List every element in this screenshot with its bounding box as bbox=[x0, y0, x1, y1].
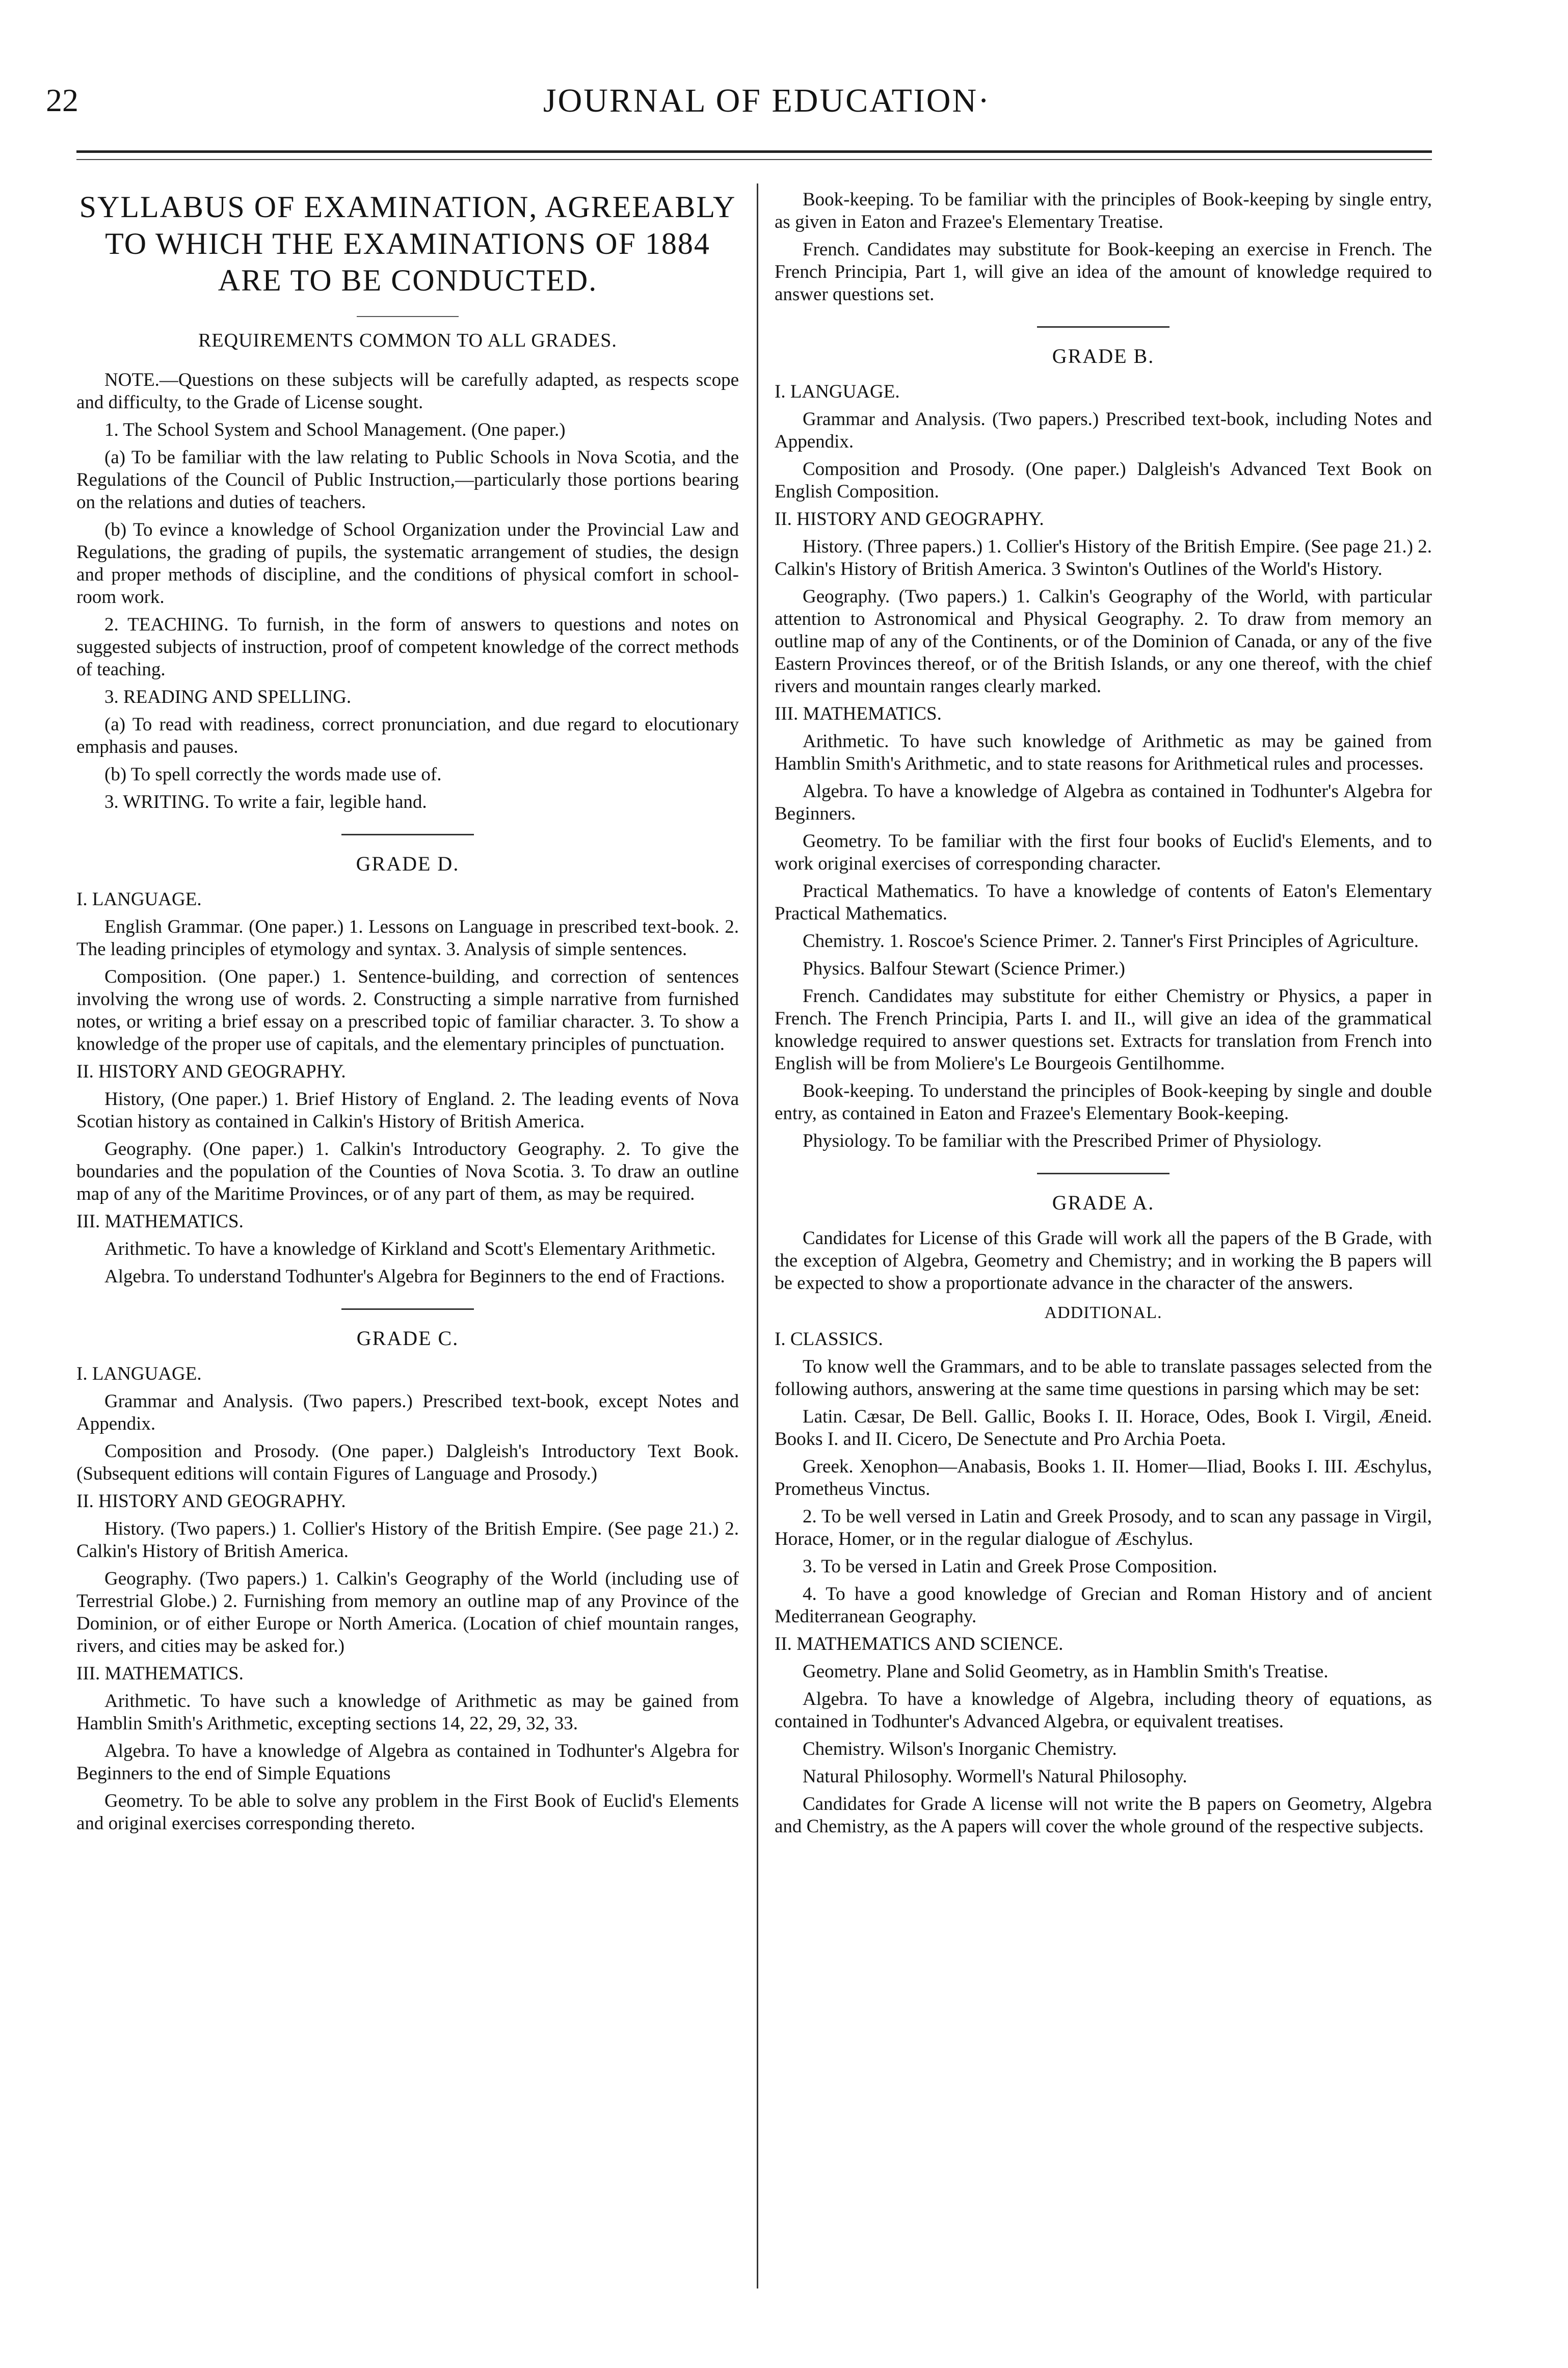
paragraph: Algebra. To understand Todhunter's Algebra for Beginners to the end of Fractions. bbox=[104, 1266, 725, 1287]
paragraph: 4. To have a good knowledge of Grecian and Roman History and of ancient Mediterranean Geography. bbox=[775, 1584, 1432, 1627]
common-heading: REQUIREMENTS COMMON TO ALL GRADES. bbox=[198, 330, 617, 351]
paragraph: Physiology. To be familiar with the Prescribed Primer of Physiology. bbox=[803, 1130, 1322, 1151]
paragraph: Grammar and Analysis. (Two papers.) Prescribed text-book, except Notes and Appendix. bbox=[76, 1391, 739, 1434]
grade-d-heading: GRADE D. bbox=[356, 852, 460, 875]
section-heading: III. MATHEMATICS. bbox=[76, 1663, 244, 1684]
section-heading: II. HISTORY AND GEOGRAPHY. bbox=[775, 509, 1044, 530]
paragraph: Algebra. To have a knowledge of Algebra as contained in Todhunter's Algebra for Beginners. bbox=[775, 781, 1432, 824]
section-heading: II. HISTORY AND GEOGRAPHY. bbox=[76, 1491, 346, 1512]
paragraph: 2. To be well versed in Latin and Greek Prosody, and to scan any passage in Virgil, Horace, Homer, or in the regular dialogue of Æschylus. bbox=[775, 1506, 1432, 1549]
paragraph: (b) To evince a knowledge of School Organization under the Provincial Law and Regulations, the grading of pupils, the systematic arrangement of studies, the design and proper methods of discipline, and the conditions of physical comfort in school-room work. bbox=[76, 519, 739, 608]
paragraph: Arithmetic. To have such a knowledge of Arithmetic as may be gained from Hamblin Smith's Arithmetic, excepting sections 14, 22, 29, 32, 33. bbox=[76, 1691, 739, 1734]
paragraph: Book-keeping. To understand the principles of Book-keeping by single and double entry, as contained in Eaton and Frazee's Elementary Book-keeping. bbox=[775, 1081, 1432, 1124]
syllabus-title: SYLLABUS OF EXAMINATION, AGREEABLY TO WHICH THE EXAMINATIONS OF 1884 ARE TO BE CONDUCTED. bbox=[79, 190, 736, 297]
paragraph: Grammar and Analysis. (Two papers.) Prescribed text-book, including Notes and Appendix. bbox=[775, 409, 1432, 452]
grade-a-heading: GRADE A. bbox=[1052, 1191, 1155, 1214]
paragraph: Chemistry. Wilson's Inorganic Chemistry. bbox=[803, 1739, 1117, 1759]
paragraph: Composition and Prosody. (One paper.) Dalgleish's Introductory Text Book. (Subsequent editions will contain Figures of Language and Prosody.) bbox=[76, 1441, 739, 1484]
paragraph: To know well the Grammars, and to be able to translate passages selected from the following authors, answering at the same time questions in parsing which may be set: bbox=[775, 1356, 1432, 1400]
additional-heading: ADDITIONAL. bbox=[1044, 1303, 1162, 1322]
paragraph: (a) To be familiar with the law relating to Public Schools in Nova Scotia, and the Regulations of the Council of Public Instruction,—particularly those portions bearing on the relations and duties of teachers. bbox=[76, 447, 739, 513]
paragraph: Practical Mathematics. To have a knowledge of contents of Eaton's Elementary Practical Mathematics. bbox=[775, 881, 1432, 924]
paragraph: Physics. Balfour Stewart (Science Primer.) bbox=[803, 958, 1125, 979]
page-number: 22 bbox=[46, 82, 78, 118]
journal-title: JOURNAL OF EDUCATION· bbox=[543, 82, 991, 119]
paragraph: History. (Two papers.) 1. Collier's History of the British Empire. (See page 21.) 2. Calkin's History of British America. bbox=[76, 1518, 739, 1562]
paragraph: Geometry. Plane and Solid Geometry, as in Hamblin Smith's Treatise. bbox=[803, 1661, 1328, 1682]
paragraph: Arithmetic. To have such knowledge of Arithmetic as may be gained from Hamblin Smith's Arithmetic, and to state reasons for Arithmetical rules and processes. bbox=[775, 731, 1432, 774]
note: NOTE.—Questions on these subjects will be carefully adapted, as respects scope and difficulty, to the Grade of License sought. bbox=[76, 370, 739, 413]
left-column bbox=[76, 189, 739, 1840]
paragraph: Geography. (One paper.) 1. Calkin's Introductory Geography. 2. To give the boundaries and the population of the Counties of Nova Scotia. 3. To draw an outline map of any of the Maritime Provinces, or of any part of them, as may be required. bbox=[76, 1139, 739, 1204]
divider bbox=[1037, 326, 1170, 328]
paragraph: Natural Philosophy. Wormell's Natural Philosophy. bbox=[803, 1766, 1187, 1787]
section-heading: I. LANGUAGE. bbox=[76, 1363, 202, 1384]
paragraph: Algebra. To have a knowledge of Algebra, including theory of equations, as contained in Todhunter's Advanced Algebra, or equivalent treatises. bbox=[775, 1689, 1432, 1732]
paragraph: 2. TEACHING. To furnish, in the form of answers to questions and notes on suggested subjects of instruction, proof of competent knowledge of the correct methods of teaching. bbox=[76, 614, 739, 680]
page-header bbox=[46, 82, 1488, 127]
paragraph: Arithmetic. To have a knowledge of Kirkland and Scott's Elementary Arithmetic. bbox=[104, 1239, 716, 1259]
section-heading: III. MATHEMATICS. bbox=[76, 1211, 244, 1232]
paragraph: (b) To spell correctly the words made use of. bbox=[104, 764, 442, 785]
paragraph: Latin. Cæsar, De Bell. Gallic, Books I. II. Horace, Odes, Book I. Virgil, Æneid. Books I. and II. Cicero, De Senectute and Pro Archia Poeta. bbox=[775, 1406, 1432, 1450]
section-heading: I. CLASSICS. bbox=[775, 1329, 883, 1350]
section-heading: III. MATHEMATICS. bbox=[775, 703, 942, 724]
paragraph: French. Candidates may substitute for either Chemistry or Physics, a paper in French. The French Principia, Parts I. and II., will give an idea of the grammatical knowledge required to answer questions set. Extracts for translation from French into English will be from Moliere's Le Bourgeois Gentilhomme. bbox=[775, 986, 1432, 1074]
header-rule bbox=[76, 150, 1432, 153]
paragraph: Geometry. To be familiar with the first four books of Euclid's Elements, and to work original exercises of corresponding character. bbox=[775, 831, 1432, 874]
header-rule-thin bbox=[76, 159, 1432, 160]
paragraph: History. (Three papers.) 1. Collier's History of the British Empire. (See page 21.) 2. Calkin's History of British America. 3 Swinton's Outlines of the World's History. bbox=[775, 536, 1432, 580]
paragraph: 1. The School System and School Management. (One paper.) bbox=[104, 419, 566, 440]
section-heading: II. HISTORY AND GEOGRAPHY. bbox=[76, 1061, 346, 1082]
paragraph: Greek. Xenophon—Anabasis, Books 1. II. Homer—Iliad, Books I. III. Æschylus, Prometheus Vinctus. bbox=[775, 1456, 1432, 1499]
paragraph: Composition and Prosody. (One paper.) Dalgleish's Advanced Text Book on English Composition. bbox=[775, 459, 1432, 502]
paragraph: 3. READING AND SPELLING. bbox=[104, 687, 352, 707]
grade-c-heading: GRADE C. bbox=[356, 1327, 459, 1350]
divider bbox=[1037, 1173, 1170, 1174]
right-column bbox=[775, 189, 1432, 1843]
paragraph: Book-keeping. To be familiar with the principles of Book-keeping by single entry, as given in Eaton and Frazee's Elementary Treatise. bbox=[775, 189, 1432, 232]
section-heading: I. LANGUAGE. bbox=[775, 381, 900, 402]
paragraph: Algebra. To have a knowledge of Algebra as contained in Todhunter's Algebra for Beginners to the end of Simple Equations bbox=[76, 1741, 739, 1784]
paragraph: Candidates for License of this Grade will work all the papers of the B Grade, with the exception of Algebra, Geometry and Chemistry; and in working the B papers will be expected to show a proportionate advance in the character of the answers. bbox=[775, 1228, 1432, 1294]
paragraph: Geography. (Two papers.) 1. Calkin's Geography of the World (including use of Terrestrial Globe.) 2. Furnishing from memory an outline map of any Province of the Dominion, or of either Europe or North America. (Location of chief mountain ranges, rivers, and cities may be asked for.) bbox=[76, 1568, 739, 1656]
column-divider bbox=[757, 183, 758, 2288]
paragraph: 3. To be versed in Latin and Greek Prose Composition. bbox=[803, 1556, 1217, 1577]
divider bbox=[357, 316, 459, 317]
paragraph: Candidates for Grade A license will not write the B papers on Geometry, Algebra and Chemistry, as the A papers will cover the whole ground of the respective subjects. bbox=[775, 1794, 1432, 1837]
divider bbox=[341, 1308, 474, 1310]
grade-b-heading: GRADE B. bbox=[1052, 345, 1155, 367]
divider bbox=[341, 834, 474, 835]
paragraph: French. Candidates may substitute for Book-keeping an exercise in French. The French Principia, Part 1, will give an idea of the amount of knowledge required to answer questions set. bbox=[775, 239, 1432, 305]
section-heading: II. MATHEMATICS AND SCIENCE. bbox=[775, 1634, 1064, 1654]
paragraph: Geography. (Two papers.) 1. Calkin's Geography of the World, with particular attention to Astronomical and Physical Geography. 2. To draw from memory an outline map of any of the Continents, or of the Dominion of Canada, or any of the five Eastern Provinces thereof, or of the British Islands, or any one thereof, with the chief rivers and mountain ranges clearly marked. bbox=[775, 586, 1432, 697]
paragraph: 3. WRITING. To write a fair, legible hand. bbox=[104, 792, 427, 812]
paragraph: Geometry. To be able to solve any problem in the First Book of Euclid's Elements and original exercises corresponding thereto. bbox=[76, 1791, 739, 1834]
paragraph: English Grammar. (One paper.) 1. Lessons on Language in prescribed text-book. 2. The leading principles of etymology and syntax. 3. Analysis of simple sentences. bbox=[76, 916, 739, 960]
paragraph: History, (One paper.) 1. Brief History of England. 2. The leading events of Nova Scotian history as contained in Calkin's History of British America. bbox=[76, 1089, 739, 1132]
paragraph: Composition. (One paper.) 1. Sentence-building, and correction of sentences involving the wrong use of words. 2. Constructing a simple narrative from furnished notes, or writing a brief essay on a prescribed topic of familiar character. 3. To show a knowledge of the proper use of capitals, and the elementary principles of punctuation. bbox=[76, 966, 739, 1055]
paragraph: Chemistry. 1. Roscoe's Science Primer. 2. Tanner's First Principles of Agriculture. bbox=[803, 931, 1419, 952]
section-heading: I. LANGUAGE. bbox=[76, 889, 202, 910]
paragraph: (a) To read with readiness, correct pronunciation, and due regard to elocutionary emphasis and pauses. bbox=[76, 714, 739, 757]
